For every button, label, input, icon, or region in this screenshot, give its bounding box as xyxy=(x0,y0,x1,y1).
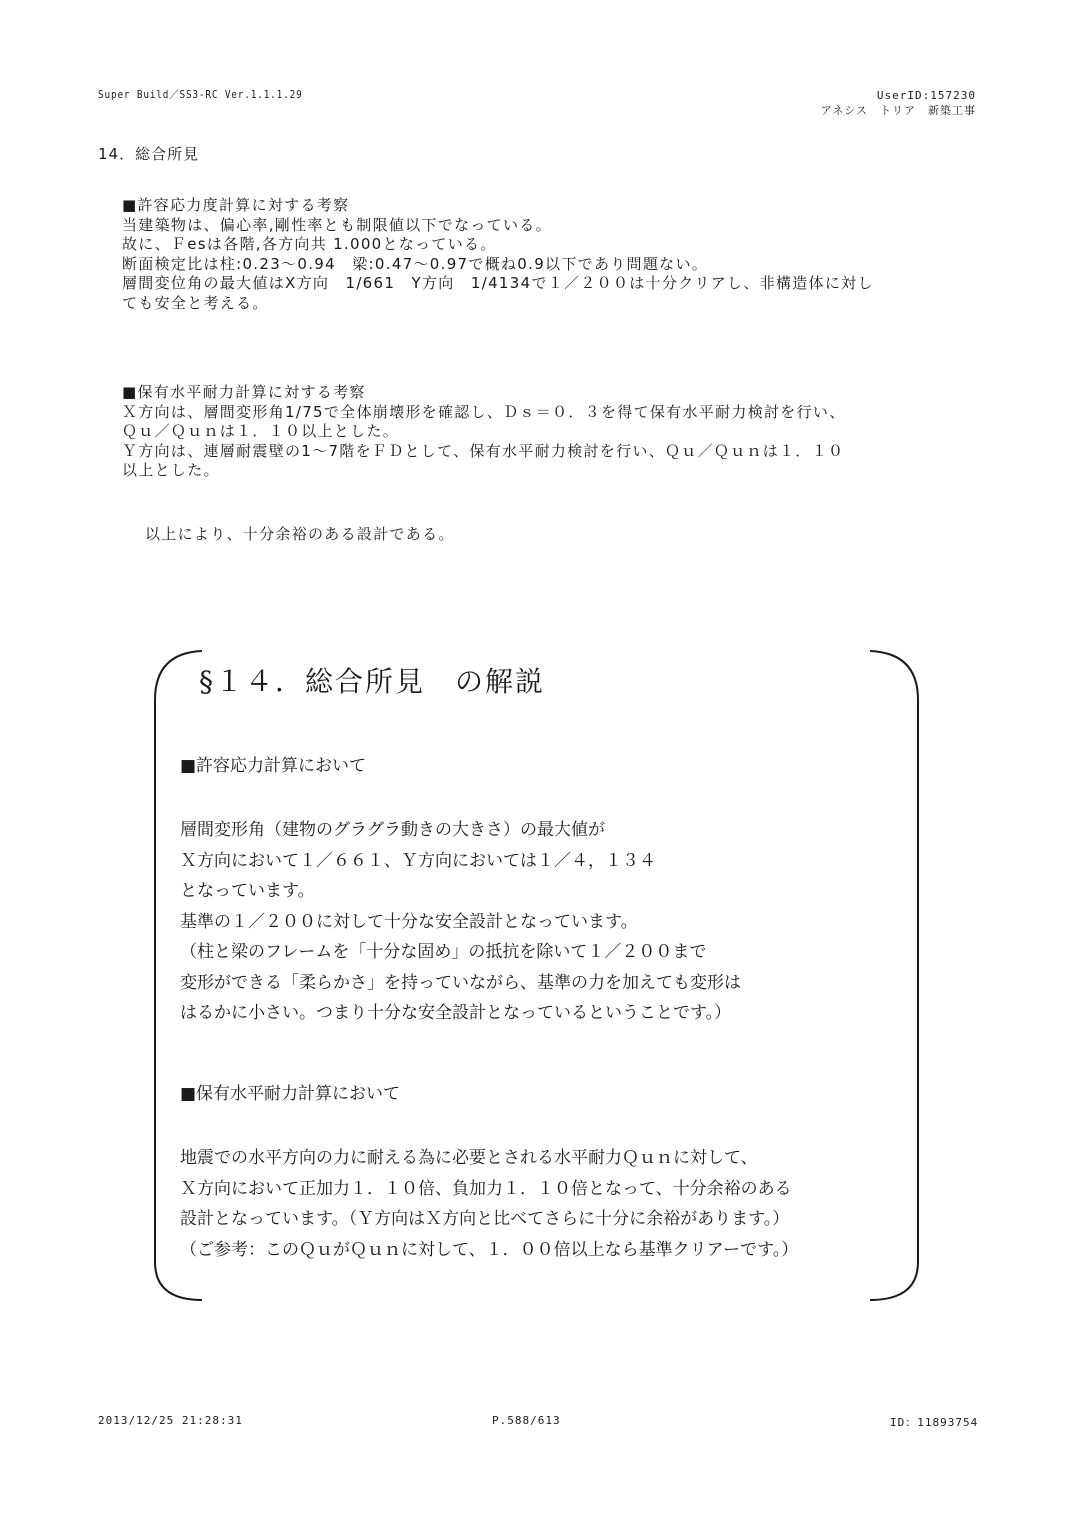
paragraph-line: 層間変位角の最大値はX方向 1/661 Y方向 1/4134で１／２００は十分クリアし、非構造体に対し xyxy=(122,274,874,292)
software-version: Super Build／SS3-RC Ver.1.1.1.29 xyxy=(98,88,303,101)
paragraph-line: 基準の１／２００に対して十分な安全設計となっています。 xyxy=(180,911,638,932)
paragraph-line: はるかに小さい。つまり十分な安全設計となっているということです。） xyxy=(180,1003,732,1023)
commentary-title: §１４．総合所見 の解説 xyxy=(199,665,546,698)
paragraph-line: Ｙ方向は、連層耐震壁の1～7階をＦＤとして、保有水平耐力検討を行い、Ｑｕ／Ｑｕｎは１．１０ xyxy=(122,441,845,460)
summary-text: 以上により、十分余裕のある設計である。 xyxy=(145,525,455,543)
paragraph-line: 故に、Ｆesは各階,各方向共 1.000となっている。 xyxy=(122,235,497,253)
footer-page-number: P.588/613 xyxy=(492,1414,561,1427)
horizontal-capacity-heading: ■保有水平耐力計算に対する考察 xyxy=(122,383,366,401)
paragraph-line: Ｘ方向において正加力１．１０倍、負加力１．１０倍となって、十分余裕のある xyxy=(180,1178,792,1199)
paragraph-line: となっています。 xyxy=(180,881,315,901)
paragraph-line: Ｑｕ／Ｑｕｎは１．１０以上とした。 xyxy=(122,422,400,440)
commentary-capacity-text xyxy=(180,1143,798,1265)
allowable-stress-heading: ■許容応力度計算に対する考察 xyxy=(122,196,350,214)
footer-datetime: 2013/12/25 21:28:31 xyxy=(98,1414,243,1427)
commentary-capacity-heading: ■保有水平耐力計算において xyxy=(180,1084,401,1104)
paragraph-line: 以上とした。 xyxy=(122,461,220,479)
paragraph-line: 層間変形角（建物のグラグラ動きの大きさ）の最大値が xyxy=(180,820,605,840)
paragraph-line: ても安全と考える。 xyxy=(122,293,269,312)
right-bracket xyxy=(870,651,918,1300)
footer-document-id: ID：11893754 xyxy=(890,1416,979,1429)
paragraph-line: （柱と梁のフレームを「十分な固め」の抵抗を除いて１／２００まで xyxy=(180,942,707,962)
commentary-allowable-heading: ■許容応力計算において xyxy=(180,756,367,776)
paragraph-line: 地震での水平方向の力に耐える為に必要とされる水平耐力Ｑｕｎに対して、 xyxy=(180,1148,758,1168)
project-name: アネシス トリア 新築工事 xyxy=(820,104,976,117)
paragraph-line: Ｘ方向において１／６６１、Ｙ方向においては１／４，１３４ xyxy=(180,850,656,871)
commentary-allowable-text xyxy=(180,815,741,1029)
paragraph-line: （ご参考：このＱｕがＱｕｎに対して、１．００倍以上なら基準クリアーです。） xyxy=(180,1239,799,1260)
section-title: 14．総合所見 xyxy=(98,145,200,163)
user-id: UserID:157230 xyxy=(876,89,976,102)
paragraph-line: 当建築物は、偏心率,剛性率とも制限値以下でなっている。 xyxy=(122,215,552,234)
paragraph-line: 断面検定比は柱:0.23～0.94 梁:0.47～0.97で概ね0.9以下であり問題ない。 xyxy=(122,254,709,273)
paragraph-line: 設計となっています。（Ｙ方向はＸ方向と比べてさらに十分に余裕があります。） xyxy=(180,1209,790,1229)
paragraph-line: 変形ができる「柔らかさ」を持っていながら、基準の力を加えても変形は xyxy=(180,972,741,993)
paragraph-line: Ｘ方向は、層間変形角1/75で全体崩壊形を確認し、Ｄｓ＝０．３を得て保有水平耐力検討を行い、 xyxy=(122,402,846,421)
